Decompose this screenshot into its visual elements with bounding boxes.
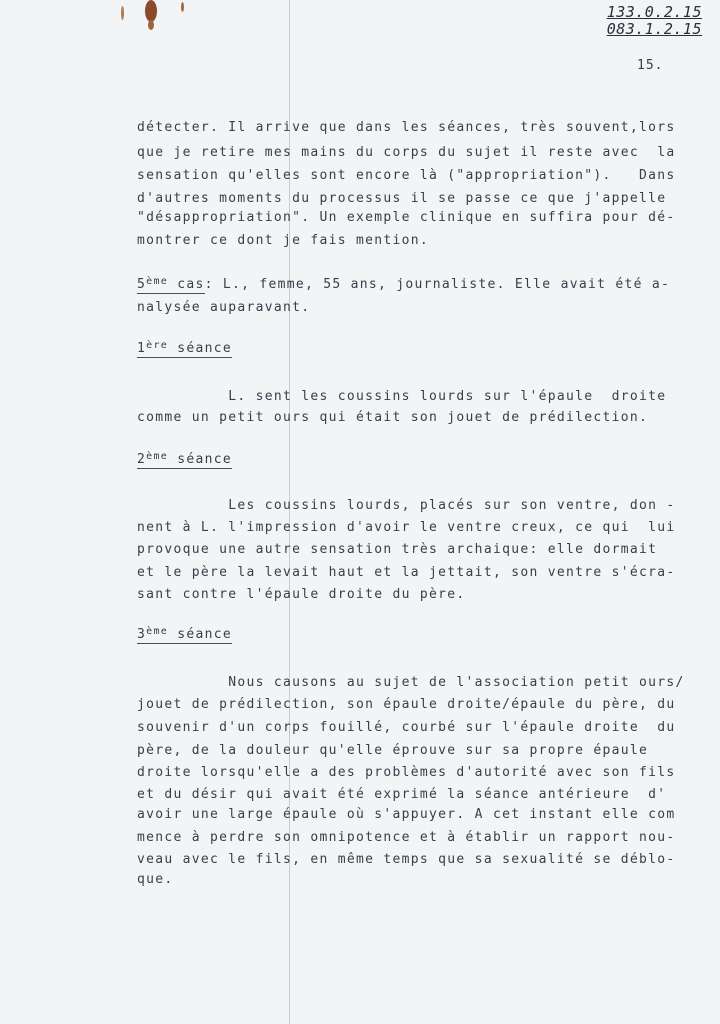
case-number: 5 (137, 277, 147, 292)
case-heading (137, 277, 670, 292)
text-line: nent à L. l'impression d'avoir le ventre creux, ce qui lui (137, 520, 676, 535)
seance-label: séance (168, 452, 232, 467)
ink-stain (121, 6, 124, 20)
text-line: droite lorsqu'elle a des problèmes d'autorité avec son fils (137, 765, 676, 780)
text-line: mence à perdre son omnipotence et à établir un rapport nou- (137, 830, 676, 845)
text-line: provoque une autre sensation très archaique: elle dormait (137, 542, 658, 557)
text-line: détecter. Il arrive que dans les séances, très souvent,lors (137, 120, 676, 135)
text-line: montrer ce dont je fais mention. (137, 233, 430, 248)
case-label: cas (168, 277, 205, 292)
text-line: jouet de prédilection, son épaule droite/épaule du père, du (137, 697, 676, 712)
seance-number: 3 (137, 627, 147, 642)
seance-superscript: ère (146, 340, 169, 351)
seance-superscript: ème (146, 626, 169, 637)
case-superscript: ème (146, 276, 169, 287)
ink-stain (181, 2, 184, 12)
text-line: sensation qu'elles sont encore là ("appropriation"). Dans (137, 168, 676, 183)
text-line: avoir une large épaule où s'appuyer. A cet instant elle com (137, 807, 676, 822)
text-line: veau avec le fils, en même temps que sa sexualité se déblo- (137, 852, 676, 867)
text-line: que je retire mes mains du corps du sujet il reste avec la (137, 145, 676, 160)
text-line: Les coussins lourds, placés sur son ventre, don - (137, 498, 676, 513)
reference-line-2: 083.1.2.15 (606, 20, 702, 38)
reference-line-1: 133.0.2.15 (606, 3, 702, 21)
text-line: d'autres moments du processus il se passe ce que j'appelle (137, 191, 667, 206)
seance-label: séance (168, 341, 232, 356)
ink-stain (145, 0, 157, 22)
text-line: comme un petit ours qui était son jouet de prédilection. (137, 410, 649, 425)
ink-stain (148, 20, 154, 30)
seance-heading (137, 452, 232, 467)
seance-heading (137, 627, 232, 642)
seance-superscript: ème (146, 451, 169, 462)
text-line: et du désir qui avait été exprimé la séance antérieure d' (137, 787, 667, 802)
text-line: sant contre l'épaule droite du père. (137, 587, 466, 602)
text-line: "désappropriation". Un exemple clinique en suffira pour dé- (137, 210, 676, 225)
archive-reference (607, 4, 702, 38)
text-line: et le père la levait haut et la jettait, son ventre s'écra- (137, 565, 676, 580)
text-line: nalysée auparavant. (137, 300, 311, 315)
seance-heading (137, 341, 232, 356)
seance-number: 2 (137, 452, 147, 467)
page-number: 15. (637, 58, 664, 73)
text-line: souvenir d'un corps fouillé, courbé sur l'épaule droite du (137, 720, 676, 735)
text-line: Nous causons au sujet de l'association petit ours/ (137, 675, 685, 690)
text-line: père, de la douleur qu'elle éprouve sur sa propre épaule (137, 743, 649, 758)
case-description: : L., femme, 55 ans, journaliste. Elle avait été a- (204, 277, 671, 292)
seance-number: 1 (137, 341, 147, 356)
text-line: L. sent les coussins lourds sur l'épaule droite (137, 389, 667, 404)
text-line: que. (137, 872, 174, 887)
seance-label: séance (168, 627, 232, 642)
